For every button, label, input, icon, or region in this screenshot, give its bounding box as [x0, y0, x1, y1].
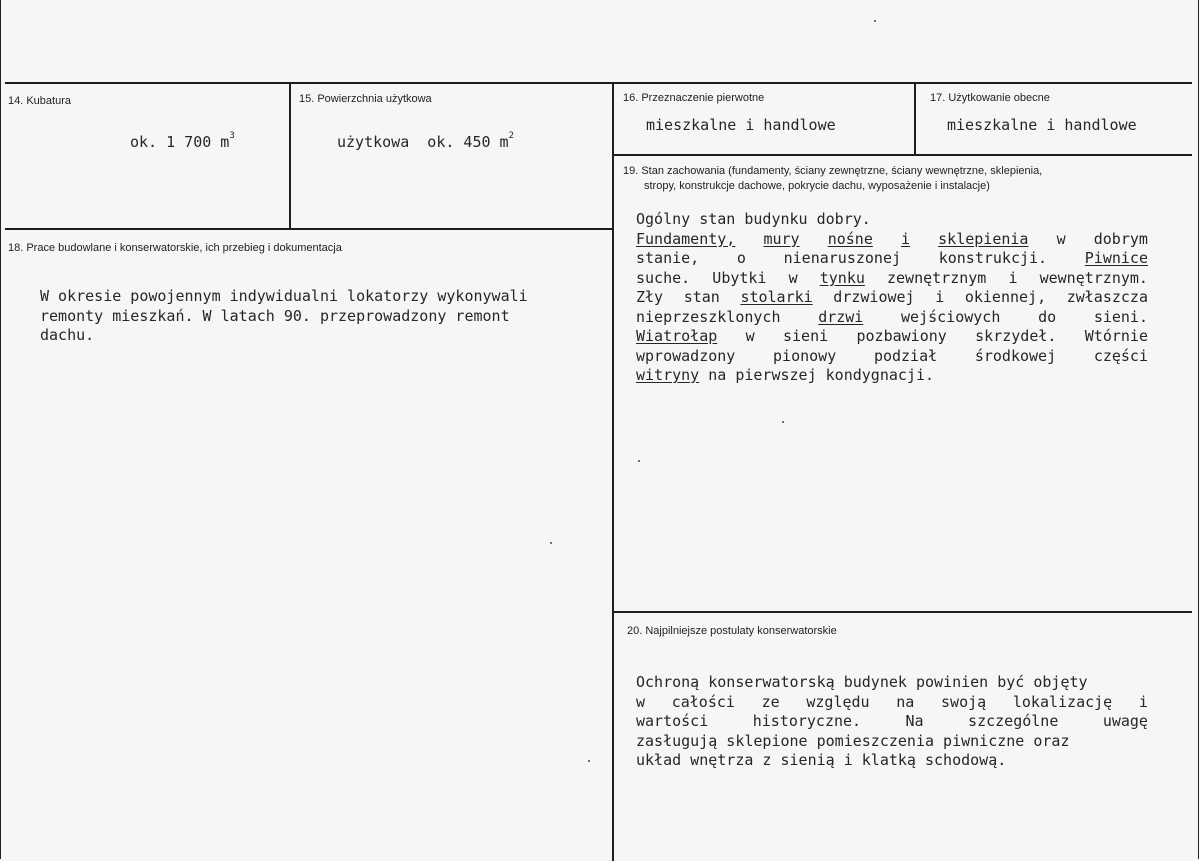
scan-speck [638, 460, 640, 462]
field-20-line: układ wnętrza z sienią i klatką schodową. [636, 751, 1007, 769]
field-15-value: użytkowa ok. 450 $m^2$ [337, 131, 515, 151]
field-20-text [636, 673, 1148, 771]
field-15-label: 15. Powierzchnia użytkowa [299, 93, 432, 105]
form-rule-right-top [612, 154, 1192, 156]
field-18-line: remonty mieszkań. W latach 90. przeprowadzony remont [40, 306, 510, 325]
field-18-line: dachu. [40, 326, 95, 344]
form-rule-right-mid [612, 611, 1192, 613]
scan-speck [782, 421, 784, 423]
form-divider-16-17 [914, 82, 916, 155]
field-17-label: 17. Użytkowanie obecne [930, 92, 1050, 104]
field-19-line: Fundamenty, mury nośne i sklepienia w dobrym [636, 229, 1148, 248]
field-19-line: nieprzeszklonych drzwi wejściowych do sieni. [636, 307, 1148, 326]
field-19-line: Zły stan stolarki drzwiowej i okiennej, zwłaszcza [636, 288, 1148, 306]
field-20-line: zasługują sklepione pomieszczenia piwniczne oraz [636, 731, 1070, 750]
field-18-label: 18. Prace budowlane i konserwatorskie, ich przebieg i dokumentacja [8, 242, 342, 254]
form-divider-main [612, 82, 614, 861]
field-20-line: w całości ze względu na swoją lokalizację i [636, 692, 1148, 711]
field-16-label: 16. Przeznaczenie pierwotne [623, 92, 765, 104]
field-14-value: ok. 1 700 $m^3$ [130, 131, 235, 151]
field-20-label: 20. Najpilniejsze postulaty konserwatorskie [627, 625, 837, 637]
field-19-line: witryny na pierwszej kondygnacji. [636, 366, 935, 384]
field-14-label: 14. Kubatura [8, 95, 71, 107]
field-16-value: mieszkalne i handlowe [646, 116, 836, 134]
field-19-text [636, 210, 1148, 386]
field-19-line: stanie, o nienaruszonej konstrukcji. Piwnice [636, 249, 1148, 267]
form-rule-row2 [5, 228, 612, 230]
field-19-label-line1: 19. Stan zachowania (fundamenty, ściany zewnętrzne, ściany wewnętrzne, sklepienia, [623, 165, 1043, 177]
scan-speck [874, 20, 876, 22]
field-20-line: wartości historyczne. Na szczególne uwagę [636, 712, 1148, 730]
field-20-line: Ochroną konserwatorską budynek powinien być objęty [636, 673, 1088, 691]
form-rule-top [5, 82, 1192, 84]
field-18-line: W okresie powojennym indywidualni lokatorzy wykonywali [40, 287, 528, 305]
field-19-line: wprowadzony pionowy podział środkowej części [636, 346, 1148, 365]
scan-speck [588, 760, 590, 762]
field-19-line: Wiatrołap w sieni pozbawiony skrzydeł. Wtórnie [636, 327, 1148, 345]
field-19-line: Ogólny stan budynku dobry. [636, 210, 871, 228]
form-divider-14-15 [289, 82, 291, 229]
scan-speck [550, 542, 552, 544]
field-19-line: suche. Ubytki w tynku zewnętrznym i wewnętrznym. [636, 268, 1148, 287]
field-18-text [40, 287, 528, 346]
field-19-label-line2: stropy, konstrukcje dachowe, pokrycie dachu, wyposażenie i instalacje) [644, 180, 990, 192]
field-17-value: mieszkalne i handlowe [947, 116, 1137, 134]
